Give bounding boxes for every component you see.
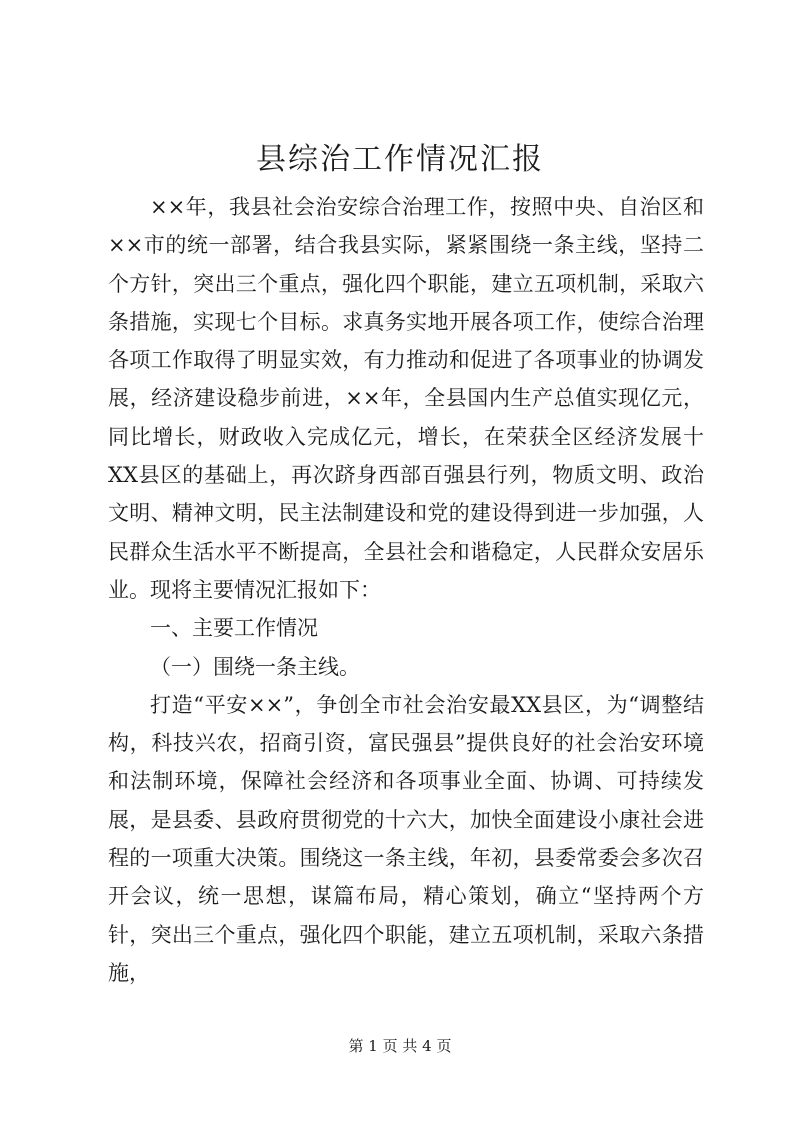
body-paragraph: 打造“平安××”，争创全市社会治安最XX县区，为“调整结构，科技兴农，招商引资，富民强县”提供良好的社会治安环境和法制环境，保障社会经济和各项事业全面、协调、可持续发展，是县委、县政府贯彻党的十六大，加快全面建设小康社会进程的一项重大决策。围绕这一条主线，年初，县委常委会多次召开会议，统一思想，谋篇布局，精心策划，确立“坚持两个方针，突出三个重点，强化四个职能，建立五项机制，采取六条措施， [108, 692, 704, 985]
page-footer: 第 1 页 共 4 页 [348, 1037, 452, 1055]
section-heading: 一、主要工作情况 [150, 616, 318, 641]
document-body [108, 188, 704, 992]
subsection-heading: （一）围绕一条主线。 [150, 654, 360, 679]
document-title: 县综治工作情况汇报 [256, 142, 544, 177]
intro-paragraph: ××年，我县社会治安综合治理工作，按照中央、自治区和××市的统一部署，结合我县实际，紧紧围绕一条主线，坚持二个方针，突出三个重点，强化四个职能，建立五项机制，采取六条措施，实现七个目标。求真务实地开展各项工作，使综合治理各项工作取得了明显实效，有力推动和促进了各项事业的协调发展，经济建设稳步前进，××年，全县国内生产总值实现亿元，同比增长，财政收入完成亿元，增长，在荣获全区经济发展十XX县区的基础上，再次跻身西部百强县行列，物质文明、政治文明、精神文明，民主法制建设和党的建设得到进一步加强，人民群众生活水平不断提高，全县社会和谐稳定，人民群众安居乐业。现将主要情况汇报如下： [108, 195, 704, 602]
